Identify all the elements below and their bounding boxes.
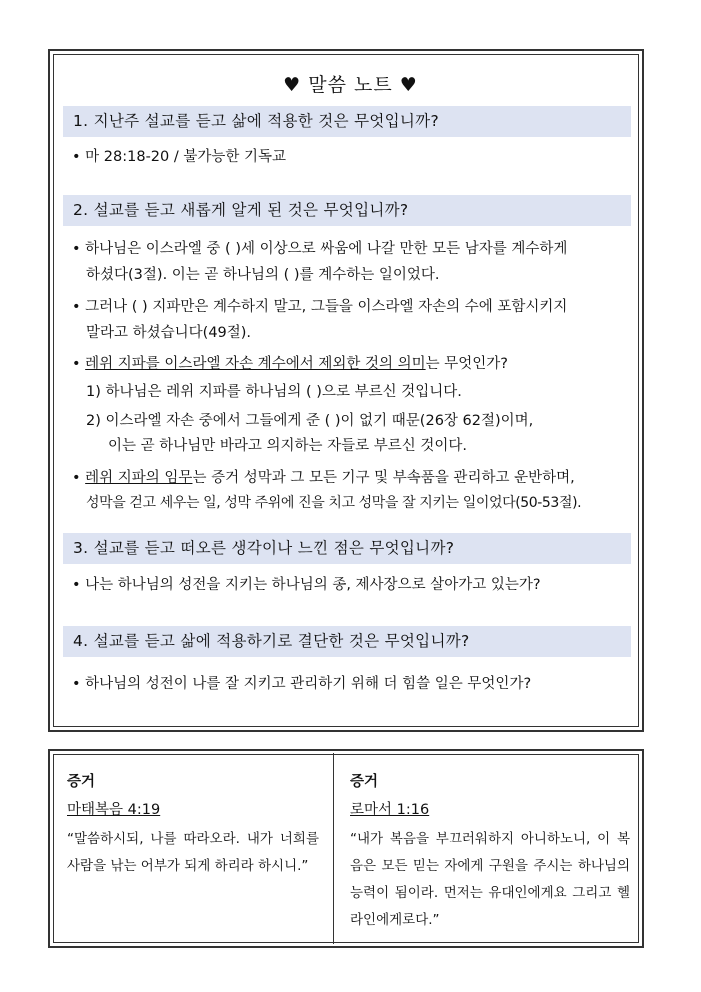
witness-left-reference: 마태복음 4:19 <box>67 802 161 818</box>
question-3-bullet: • 나는 하나님의 성전을 지키는 하나님의 종, 제사장으로 살아가고 있는가? <box>72 577 541 593</box>
question-2-bullet-4-emphasis: 레위 지파의 임무 <box>85 470 193 486</box>
question-2-sub-2-line-2: 이는 곧 하나님만 바라고 의지하는 자들로 부르신 것이다. <box>108 438 468 454</box>
question-2-heading: 2. 설교를 듣고 새롭게 알게 된 것은 무엇입니까? <box>63 195 631 226</box>
question-3-heading: 3. 설교를 듣고 떠오른 생각이나 느낀 점은 무엇입니까? <box>63 533 631 564</box>
question-2-bullet-1-line-2: 하셨다(3절). 이는 곧 하나님의 ( )를 계수하는 일이었다. <box>86 267 440 283</box>
question-2-bullet-3-emphasis: 레위 지파를 이스라엘 자손 계수에서 제외한 것의 의미 <box>85 356 426 372</box>
question-2-bullet-2-line-2: 말라고 하셨습니다(49절). <box>86 325 252 341</box>
question-2-bullet-4-rest: 는 증거 성막과 그 모든 기구 및 부속품을 관리하고 운반하며, <box>192 470 575 486</box>
question-4-heading: 4. 설교를 듣고 삶에 적용하기로 결단한 것은 무엇입니까? <box>63 626 631 657</box>
note-title-text: 말씀 노트 <box>308 74 393 96</box>
heart-icon: ♥ <box>399 74 418 96</box>
question-1-heading: 1. 지난주 설교를 듣고 삶에 적용한 것은 무엇입니까? <box>63 106 631 137</box>
question-2-bullet-3: • 레위 지파를 이스라엘 자손 계수에서 제외한 것의 의미는 무엇인가? <box>72 356 508 372</box>
heart-icon: ♥ <box>283 74 302 96</box>
question-2-bullet-4: • 레위 지파의 임무는 증거 성막과 그 모든 기구 및 부속품을 관리하고 운반하며, <box>72 470 575 486</box>
witness-right-label: 증거 <box>350 774 379 790</box>
witness-divider <box>333 753 334 944</box>
question-2-bullet-2-line-1: • 그러나 ( ) 지파만은 계수하지 말고, 그들을 이스라엘 자손의 수에 포함시키지 <box>72 299 568 315</box>
witness-right-verse: “내가 복음을 부끄러워하지 아니하노니, 이 복음은 모든 믿는 자에게 구원을 주시는 하나님의 능력이 됨이라. 먼저는 유대인에게요 그리고 헬라인에게로다.” <box>350 831 630 928</box>
question-2-bullet-4-line-2: 성막을 걷고 세우는 일, 성막 주위에 진을 치고 성막을 잘 지키는 일이었다(50-53절). <box>86 495 582 511</box>
witness-left-verse: “말씀하시되, 나를 따라오라. 내가 너희를 사람을 낚는 어부가 되게 하리라 하시니.” <box>67 831 319 874</box>
witness-left-label: 증거 <box>67 774 96 790</box>
note-title <box>0 70 701 97</box>
question-2-bullet-3-rest: 는 무엇인가? <box>425 356 508 372</box>
question-2-sub-1: 1) 하나님은 레위 지파를 하나님의 ( )으로 부르신 것입니다. <box>86 384 462 400</box>
witness-right <box>350 768 630 934</box>
question-1-bullet: • 마 28:18-20 / 불가능한 기독교 <box>72 149 287 165</box>
witness-left <box>67 768 319 880</box>
question-2-bullet-1-line-1: • 하나님은 이스라엘 중 ( )세 이상으로 싸움에 나갈 만한 모든 남자를 계수하게 <box>72 241 568 257</box>
witness-right-reference: 로마서 1:16 <box>350 802 430 818</box>
question-2-sub-2-line-1: 2) 이스라엘 자손 중에서 그들에게 준 ( )이 없기 때문(26장 62절)이며, <box>86 413 534 429</box>
question-4-bullet: • 하나님의 성전이 나를 잘 지키고 관리하기 위해 더 힘쓸 일은 무엇인가? <box>72 676 532 692</box>
